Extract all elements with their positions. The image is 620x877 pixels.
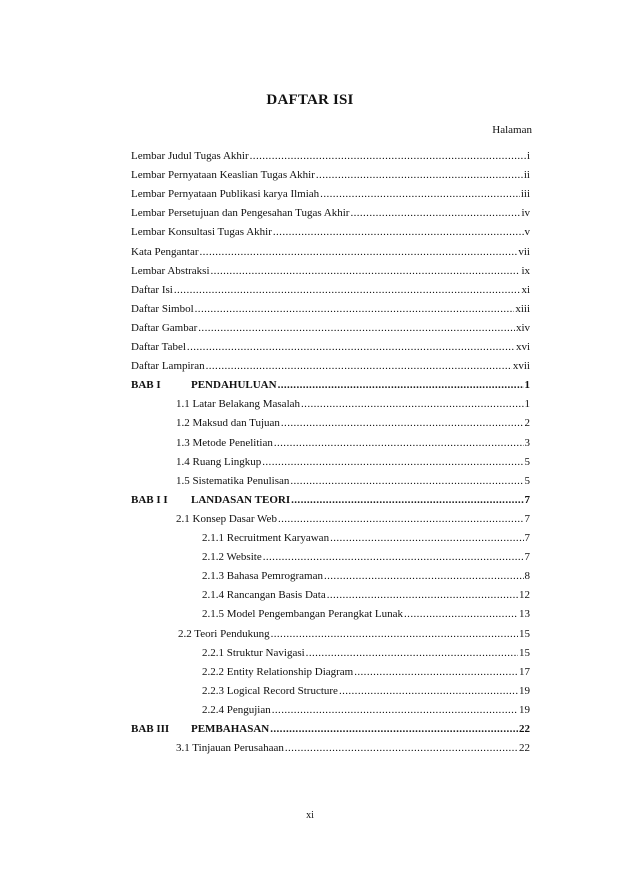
footer-page-number: xi [306,810,314,821]
toc-page-number: iv [521,207,530,220]
toc-leader-dots [270,723,518,735]
toc-leader-dots [290,475,523,487]
toc-row [131,360,530,378]
toc-row [176,417,530,435]
toc-page-number: i [526,150,530,162]
toc-page-number: 19 [519,703,530,716]
toc-row [176,398,530,416]
toc-entry-label [131,303,194,315]
toc-entry-text: 2.1.4 Rancangan Basis Data [202,589,326,602]
toc-leader-dots [278,379,524,391]
toc-chapter-number: BAB I [131,379,161,392]
toc-entry-label [131,207,349,219]
toc-entry-label [131,723,269,735]
toc-leader-dots [263,551,524,563]
toc-row [176,513,530,531]
toc-entry-text: 2.1.3 Bahasa Pemrograman [202,570,323,583]
toc-entry-text: 2.2.3 Logical Record Structure [202,684,338,697]
toc-row [202,685,530,703]
toc-page-number: 7 [524,551,530,564]
toc-entry-text: 2.1 Konsep Dasar Web [176,512,277,525]
toc-page-number: 13 [519,608,530,621]
toc-row [202,704,530,722]
toc-row [131,169,530,187]
toc-entry-text: 1.3 Metode Penelitian [176,436,273,449]
toc-row [131,322,530,340]
toc-row [131,379,530,397]
toc-entry-text: PENDAHULUAN [191,379,277,392]
toc-page-number: 22 [519,742,530,755]
toc-leader-dots [187,341,515,353]
toc-row [202,570,530,588]
toc-entry-text: Kata Pengantar [131,245,199,258]
toc-entry-label [131,150,249,162]
toc-leader-dots [278,513,524,525]
toc-entry-text: 1.2 Maksud dan Tujuan [176,417,280,430]
toc-leader-dots [306,647,518,659]
toc-entry-label [176,417,280,429]
toc-entry-label [202,570,323,582]
toc-leader-dots [291,494,523,506]
toc-row [176,742,530,760]
toc-page-number: xiii [515,302,530,315]
toc-chapter-number: BAB III [131,723,170,735]
toc-row [178,628,530,646]
toc-entry-text: LANDASAN TEORI [191,493,291,506]
toc-page-number: iii [520,188,530,201]
toc-page-number: vii [518,245,530,258]
toc-row [131,226,530,244]
toc-page-number: 1 [524,398,530,411]
toc-leader-dots [195,303,515,315]
toc-entry-text: Lembar Persetujuan dan Pengesahan Tugas Akhir [131,207,350,220]
toc-leader-dots [301,398,523,410]
toc-entry-text: Lembar Pernyataan Keaslian Tugas Akhir [131,169,315,182]
toc-entry-label [131,379,277,391]
toc-entry-text: 1.4 Ruang Lingkup [176,455,262,468]
toc-entry-text: Daftar Isi [131,283,173,296]
toc-leader-dots [174,284,521,296]
toc-leader-dots [281,417,524,429]
toc-entry-label [131,341,186,353]
toc-entry-text: 1.5 Sistematika Penulisan [176,474,290,487]
toc-page-number: 3 [524,436,530,449]
toc-leader-dots [206,360,512,372]
toc-page-number: 7 [524,532,530,544]
toc-page-number: xvi [515,341,530,353]
toc-entry-label [176,437,273,449]
toc-entry-text: Lembar Abstraksi [131,264,210,277]
toc-page-number: 15 [519,646,530,659]
toc-entry-label [202,685,338,697]
toc-row [202,608,530,626]
toc-entry-label [131,169,315,181]
toc-page-number: ix [521,264,530,277]
toc-entry-label [202,532,329,544]
toc-page-number: xi [521,283,530,296]
toc-page-number: xiv [515,321,530,334]
toc-entry-label [131,226,272,238]
toc-entry-label [176,456,261,468]
toc-entry-text: Lembar Konsultasi Tugas Akhir [131,226,272,239]
toc-row [131,150,530,168]
toc-entry-label [202,551,262,563]
toc-page-number: ii [523,169,530,182]
toc-leader-dots [274,437,524,449]
toc-page-number: v [524,226,530,239]
toc-leader-dots [273,226,524,238]
toc-row [131,723,530,741]
toc-entry-text: Daftar Tabel [131,341,186,353]
toc-row [202,647,530,665]
toc-page-number: 12 [519,589,530,602]
toc-entry-text: Daftar Gambar [131,321,198,334]
toc-row [202,532,530,550]
toc-entry-text: 2.2.1 Struktur Navigasi [202,646,305,659]
toc-page-number: xvii [512,360,530,373]
toc-leader-dots [211,265,521,277]
toc-row [176,475,530,493]
toc-page-number: 15 [519,627,530,640]
toc-leader-dots [324,570,524,582]
toc-entry-text: PEMBAHASAN [191,723,270,735]
toc-entry-text: 1.1 Latar Belakang Masalah [176,398,301,411]
toc-row [131,284,530,302]
toc-page-number: 5 [524,455,530,468]
toc-row [131,494,530,512]
toc-entry-label [131,188,319,200]
toc-row [131,303,530,321]
toc-leader-dots [262,456,523,468]
toc-row [131,265,530,283]
toc-leader-dots [271,628,518,640]
toc-leader-dots [285,742,518,754]
toc-page-number: 17 [519,665,530,678]
toc-leader-dots [354,666,518,678]
toc-entry-label [202,704,271,716]
toc-leader-dots [339,685,518,697]
toc-entry-label [131,360,205,372]
toc-leader-dots [404,608,518,620]
toc-entry-text: 3.1 Tinjauan Perusahaan [176,742,284,755]
toc-row [176,456,530,474]
toc-row [131,207,530,225]
halaman-label: Halaman [492,124,532,136]
toc-row [131,188,530,206]
toc-page-number: 19 [519,684,530,697]
toc-entry-text: Lembar Pernyataan Publikasi karya Ilmiah [131,188,320,201]
toc-leader-dots [272,704,518,716]
toc-page-number: 2 [524,417,530,430]
toc-leader-dots [250,150,526,162]
toc-entry-label [202,666,353,678]
toc-leader-dots [350,207,520,219]
toc-entry-label [176,398,300,410]
toc-page-number: 5 [524,474,530,487]
toc-entry-text: 2.2.4 Pengujian [202,703,271,716]
toc-entry-label [176,742,284,754]
toc-leader-dots [330,532,523,544]
toc-entry-label [202,589,326,601]
toc-leader-dots [327,589,518,601]
toc-row [202,589,530,607]
toc-entry-label [178,628,270,640]
toc-entry-text: Lembar Judul Tugas Akhir [131,150,249,162]
page-title: DAFTAR ISI [266,92,354,108]
toc-entry-label [131,494,290,506]
toc-leader-dots [320,188,520,200]
toc-entry-label [131,322,197,334]
toc-page-number: 22 [519,723,530,735]
toc-row [202,551,530,569]
toc-leader-dots [200,246,518,258]
toc-entry-label [131,284,173,296]
toc-entry-text: 2.2.2 Entity Relationship Diagram [202,665,354,678]
toc-entry-label [176,513,277,525]
toc-row [202,666,530,684]
toc-leader-dots [198,322,515,334]
toc-page-number: 7 [524,512,530,525]
toc-page-number: 7 [524,493,530,506]
toc-entry-text: Daftar Lampiran [131,360,205,373]
toc-leader-dots [316,169,523,181]
toc-chapter-number: BAB I I [131,493,168,506]
toc-row [176,437,530,455]
toc-entry-label [202,608,403,620]
toc-entry-text: 2.1.5 Model Pengembangan Perangkat Lunak [202,608,404,621]
toc-row [131,246,530,264]
toc-row [131,341,530,359]
toc-entry-label [202,647,305,659]
toc-entry-text: 2.1.2 Website [202,551,262,564]
toc-entry-text: 2.1.1 Recruitment Karyawan [202,532,330,544]
toc-entry-label [131,246,199,258]
toc-page-number: 1 [524,379,530,392]
toc-page-number: 8 [524,570,530,583]
toc-entry-label [176,475,289,487]
toc-entry-text: 2.2 Teori Pendukung [178,627,270,640]
toc-entry-label [131,265,210,277]
toc-entry-text: Daftar Simbol [131,302,194,315]
